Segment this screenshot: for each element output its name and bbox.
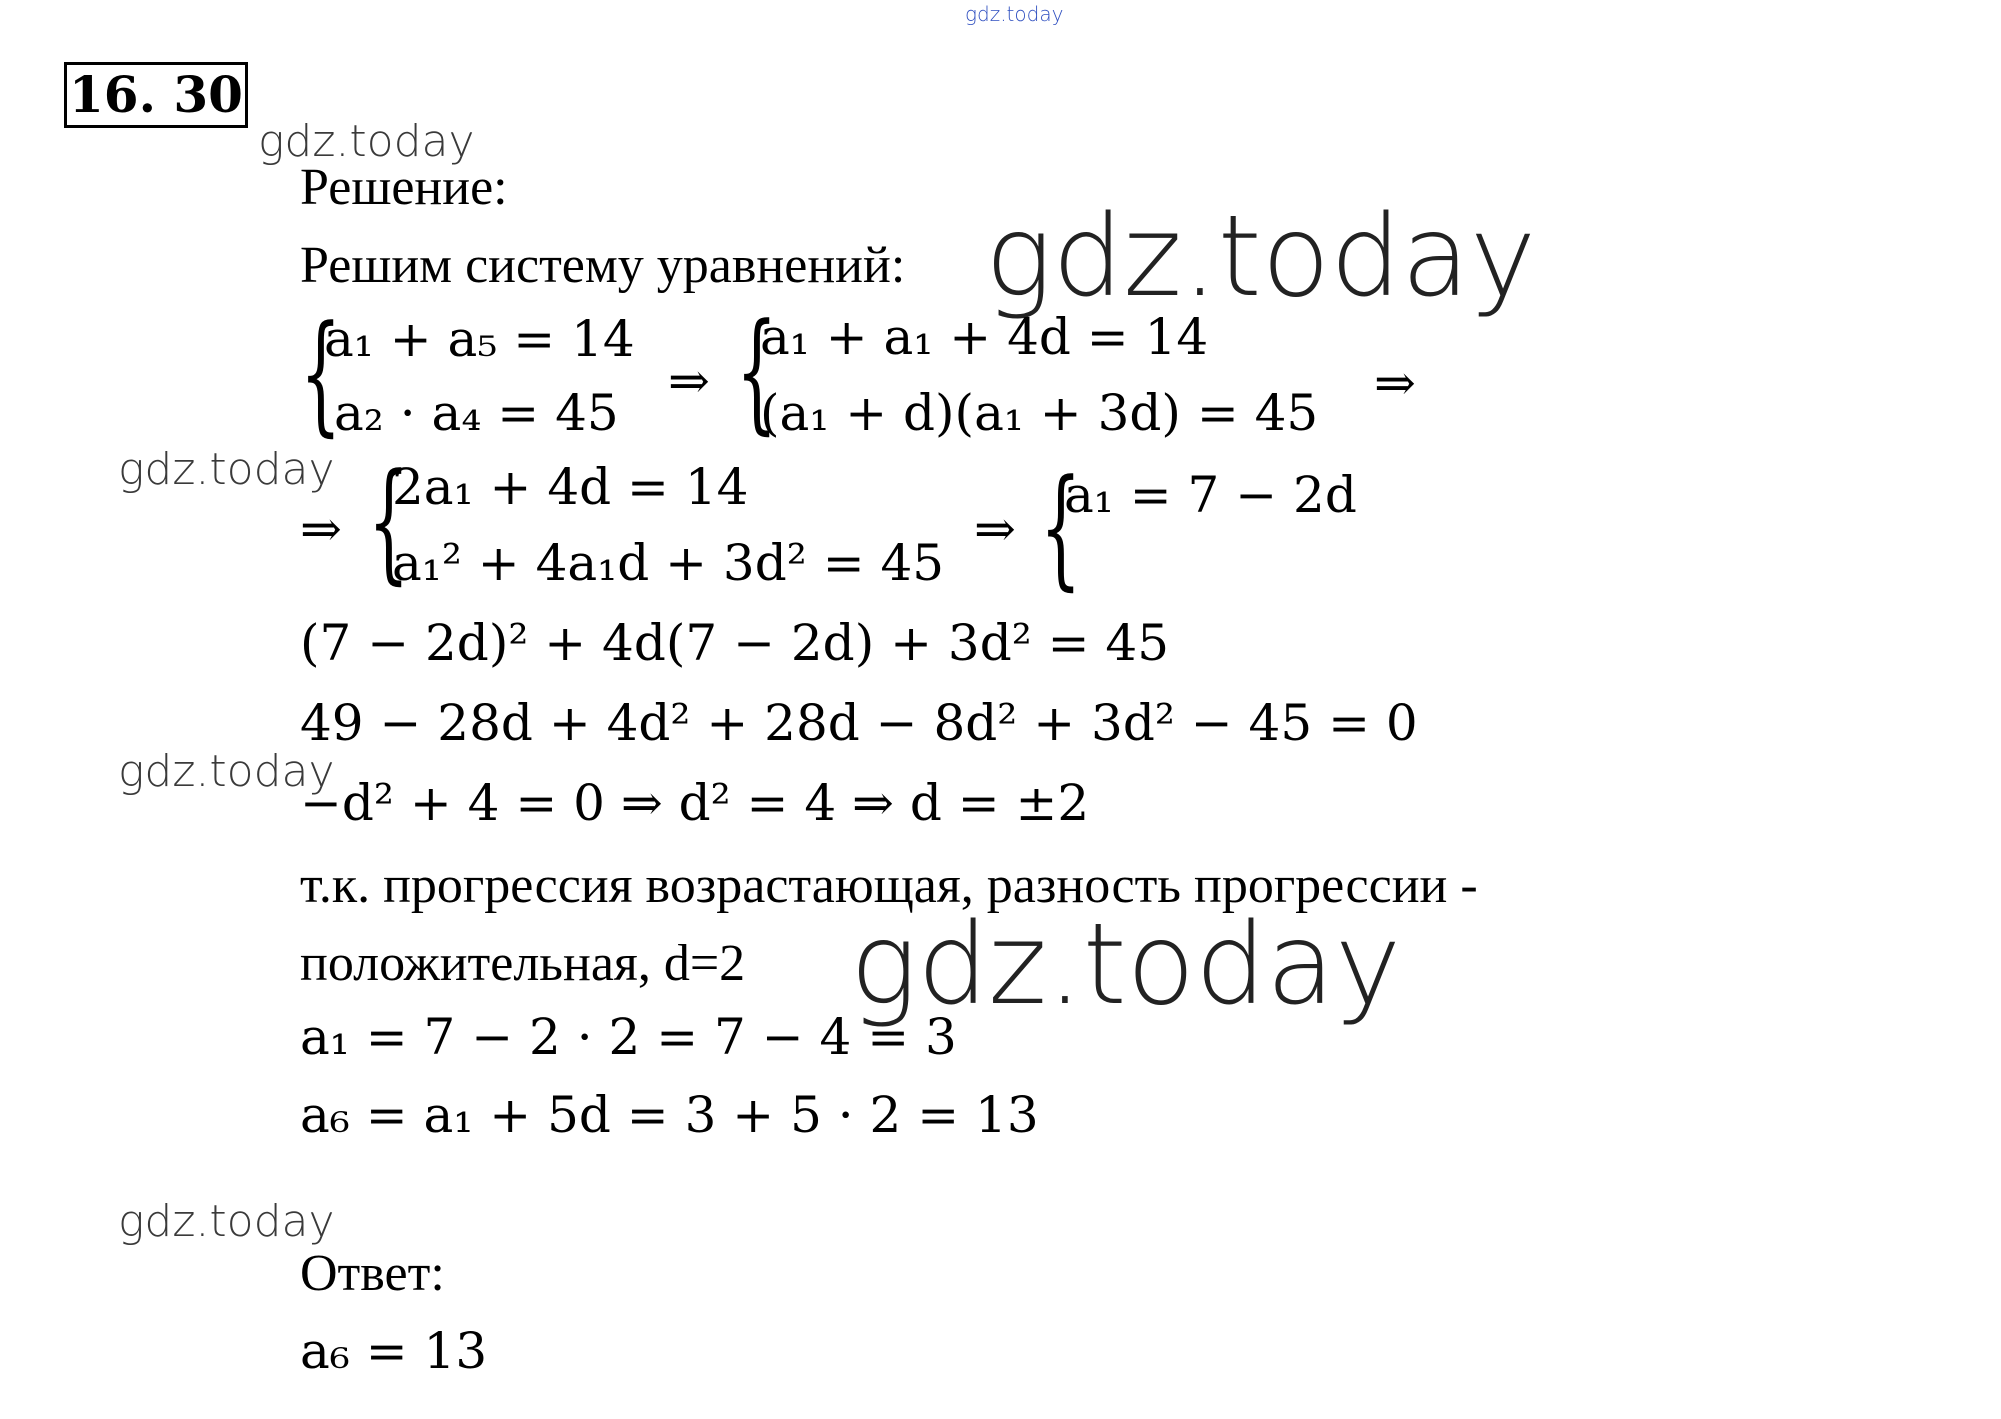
answer-value: a₆ = 13 xyxy=(300,1322,488,1380)
watermark-small: gdz.today xyxy=(118,1196,335,1247)
solution-heading: Решение: xyxy=(300,159,508,216)
system2-line2: (a₁ + d)(a₁ + 3d) = 45 xyxy=(760,384,1319,442)
system3-line2: a₁² + 4a₁d + 3d² = 45 xyxy=(392,534,945,592)
system4-line1: a₁ = 7 − 2d xyxy=(1064,466,1357,524)
watermark-small: gdz.today xyxy=(118,746,335,797)
equation-1: (7 − 2d)² + 4d(7 − 2d) + 3d² = 45 xyxy=(300,614,1170,672)
equation-2: 49 − 28d + 4d² + 28d − 8d² + 3d² − 45 = 0 xyxy=(300,694,1418,752)
implies-arrow: ⇒ xyxy=(668,352,710,410)
note-line-2: положительная, d=2 xyxy=(300,935,746,992)
system2-line1: a₁ + a₁ + 4d = 14 xyxy=(760,308,1209,366)
watermark-small: gdz.today xyxy=(118,444,335,495)
implies-arrow: ⇒ xyxy=(974,500,1016,558)
watermark-large: gdz.today xyxy=(850,900,1402,1030)
equation-3: −d² + 4 = 0 ⇒ d² = 4 ⇒ d = ±2 xyxy=(300,774,1090,832)
watermark-top: gdz.today xyxy=(965,2,1064,26)
left-brace: { xyxy=(1040,451,1082,603)
note-line-1: т.к. прогрессия возрастающая, разность прогрессии - xyxy=(300,857,1478,914)
implies-arrow: ⇒ xyxy=(1374,354,1416,412)
intro-text: Решим систему уравнений: xyxy=(300,237,906,294)
result-a1: a₁ = 7 − 2 · 2 = 7 − 4 = 3 xyxy=(300,1008,957,1066)
watermark-small: gdz.today xyxy=(258,116,475,167)
left-brace: { xyxy=(736,295,778,447)
system1-line1: a₁ + a₅ = 14 xyxy=(324,310,635,368)
result-a6: a₆ = a₁ + 5d = 3 + 5 · 2 = 13 xyxy=(300,1086,1039,1144)
left-brace: { xyxy=(300,297,342,449)
implies-arrow: ⇒ xyxy=(300,500,342,558)
left-brace: { xyxy=(368,445,410,597)
answer-label: Ответ: xyxy=(300,1245,445,1302)
system1-line2: a₂ · a₄ = 45 xyxy=(334,384,619,442)
problem-number: 16. 30 xyxy=(64,62,248,128)
system3-line1: 2a₁ + 4d = 14 xyxy=(392,458,749,516)
watermark-large: gdz.today xyxy=(985,192,1537,322)
